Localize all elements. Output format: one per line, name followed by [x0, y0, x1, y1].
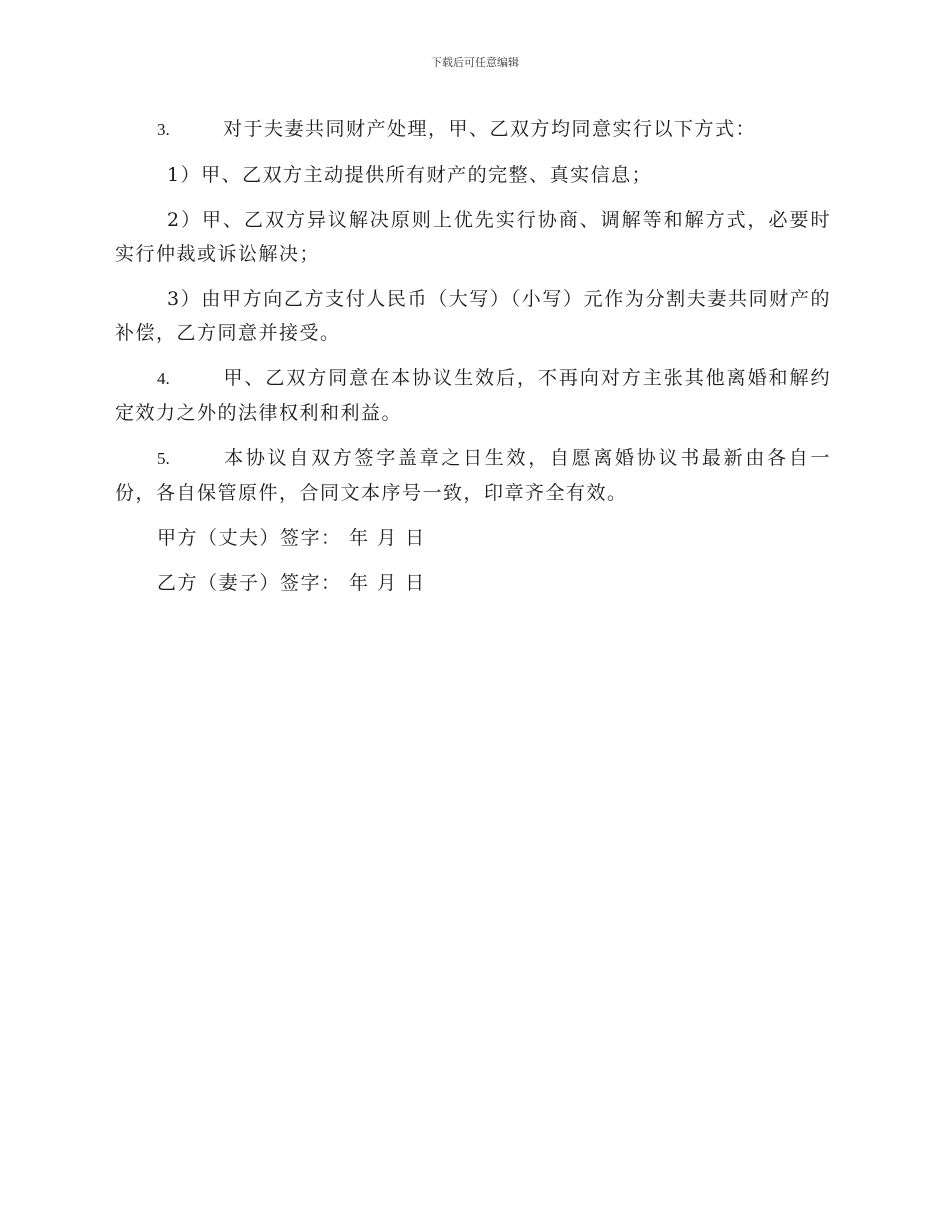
- sub-clause-3: 3）由甲方向乙方支付人民币（大写）（小写）元作为分割夫妻共同财产的补偿，乙方同意并接受。: [115, 288, 831, 344]
- sub-clause-2: 2）甲、乙双方异议解决原则上优先实行协商、调解等和解方式，必要时实行仲裁或诉讼解决；: [115, 209, 831, 265]
- sub-clause-1: 1）甲、乙双方主动提供所有财产的完整、真实信息；: [167, 164, 653, 186]
- clause-number: 3.: [157, 120, 170, 139]
- signature-party-a: 甲方（丈夫）签字： 年 月 日: [157, 527, 426, 549]
- clause-5: [115, 441, 831, 510]
- clause-text: 本协议自双方签字盖章之日生效，自愿离婚协议书最新由各自一份，各自保管原件，合同文本序号一致，印章齐全有效。: [115, 447, 831, 504]
- signature-party-b: 乙方（妻子）签字： 年 月 日: [157, 572, 426, 594]
- clause-number: 5.: [157, 449, 170, 468]
- clause-text: 甲、乙双方同意在本协议生效后，不再向对方主张其他离婚和解约定效力之外的法律权利和利益。: [115, 367, 831, 424]
- agreement-body: [115, 112, 831, 611]
- clause-number: 4.: [157, 369, 170, 388]
- page-header-note: 下载后可任意编辑: [431, 56, 519, 69]
- clause-4: [115, 361, 831, 430]
- clause-text: 对于夫妻共同财产处理，甲、乙双方均同意实行以下方式：: [223, 118, 757, 140]
- clause-3: [115, 112, 831, 147]
